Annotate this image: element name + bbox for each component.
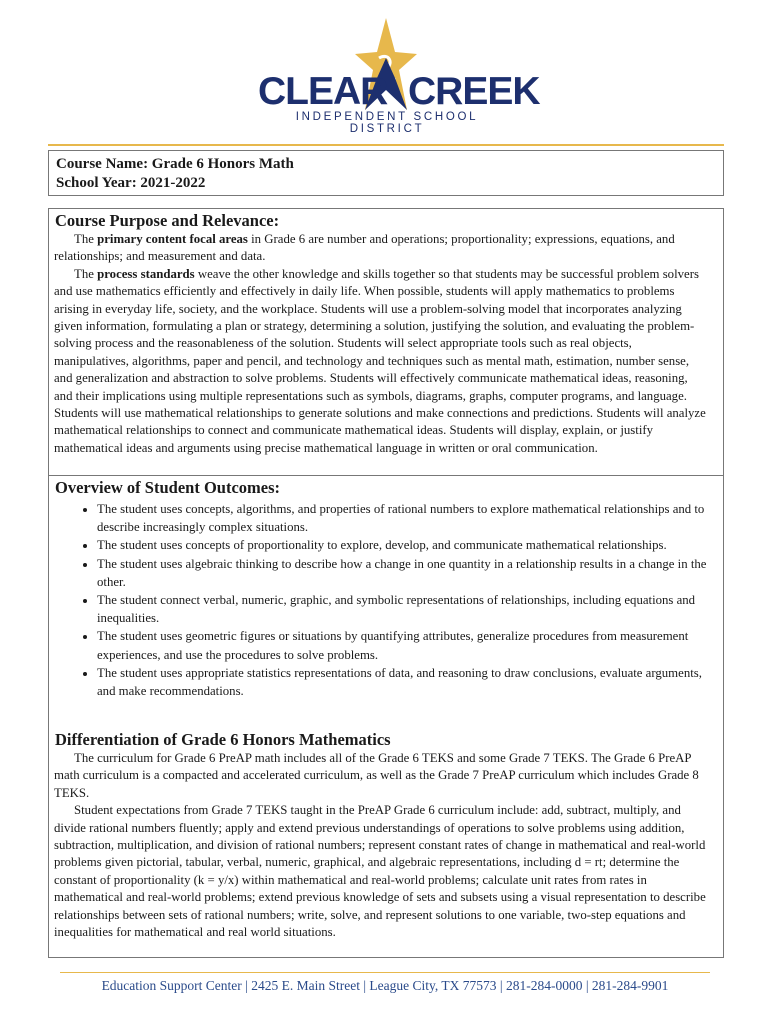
school-year: School Year: 2021-2022 (56, 175, 206, 191)
differentiation-paragraph-1: The curriculum for Grade 6 PreAP math includes all of the Grade 6 TEKS and some Grade 7 TEKS. The Grade 6 PreAP math curriculum is a compacted and accelerated curriculum, as well as the Grade 7 PreAP curriculum which includes Grade 8 TEKS. (54, 751, 699, 800)
course-name: Course Name: Grade 6 Honors Math (56, 156, 294, 172)
purpose-p1-pre: The (74, 232, 98, 246)
logo-word-creek: CREEK (408, 70, 540, 113)
purpose-title: Course Purpose and Relevance: (55, 211, 280, 230)
course-details-box (48, 208, 724, 958)
purpose-section (49, 209, 723, 457)
purpose-p1-post: in Grade 6 are number and operations; proportionality; expressions, equations, and relationships; and measurement and data. (54, 232, 675, 264)
list-item: • The student connect verbal, numeric, graphic, and symbolic representations of relationships, including equations and inequalities. (97, 591, 709, 627)
differentiation-section (49, 728, 723, 941)
list-item: • The student uses concepts, algorithms, and properties of rational numbers to explore mathematical relationships and to describe increasingly complex situations. (97, 500, 709, 536)
district-logo (250, 18, 540, 135)
course-info-box (48, 150, 724, 196)
list-item: • The student uses geometric figures or situations by quantifying attributes, generalize procedures from measurement experiences, and use the procedures to solve problems. (97, 627, 709, 663)
outcomes-section (49, 475, 723, 700)
list-item: • The student uses appropriate statistics representations of data, and reasoning to draw conclusions, evaluate arguments, and make recommendations. (97, 664, 709, 700)
logo-wordmark (250, 70, 540, 116)
purpose-p1-bold: primary content focal areas (97, 232, 248, 246)
footer-contact: Education Support Center | 2425 E. Main Street | League City, TX 77573 | 281-284-0000 | 281-284-9901 (101, 978, 669, 993)
outcomes-title: Overview of Student Outcomes: (55, 478, 281, 497)
purpose-p2-bold: process standards (97, 266, 195, 281)
differentiation-title: Differentiation of Grade 6 Honors Mathematics (55, 730, 391, 749)
footer-divider (60, 972, 710, 973)
purpose-paragraph-2 (54, 266, 709, 457)
list-item: • The student uses concepts of proportionality to explore, develop, and communicate mathematical relationships. (97, 536, 709, 554)
outcomes-list (49, 500, 709, 700)
purpose-p2-post: weave the other knowledge and skills together so that students may be successful problem solvers and use mathematics efficiently and effectively in daily life. When possible, students will apply mathematics to problems arising in everyday life, society, and the workplace. Students will use a problem-solving model that incorporates analyzing given information, formulating a plan or strategy, determining a solution, justifying the solution, and evaluating the problem-solving process and the reasonableness of the solution. Students will select appropriate tools such as real objects, manipulatives, algorithms, paper and pencil, and technology and techniques such as mental math, estimation, number sense, and generalization and abstraction to solve problems. Students will effectively communicate mathematical ideas, reasoning, and their implications using multiple representations such as symbols, diagrams, graphs, computer programs, and language. Students will use mathematical relationships to generate solutions and make connections and predictions. Students will analyze mathematical relationships to connect and communicate mathematical ideas. Students will display, explain, or justify mathematical ideas and arguments using precise mathematical language in written or oral communication. (54, 266, 706, 455)
differentiation-paragraph-2: Student expectations from Grade 7 TEKS taught in the PreAP Grade 6 curriculum include: add, subtract, multiply, and divide rational numbers fluently; apply and extend previous understandings of operations to solve problems using addition, subtraction, multiplication, and division of rational numbers; represent constant rates of change in mathematical and real-world problems given pictorial, tabular, verbal, numeric, graphical, and algebraic representations, including d = rt; determine the constant of proportionality (k = y/x) within mathematical and real-world problems; calculate unit rates from rates in mathematical and real-world problems; extend previous knowledge of sets and subsets using a visual representation to describe relationships between sets of rational numbers; write, solve, and represent solutions to one variable, two-step equations and inequalities for mathematical and real world situations. (54, 803, 706, 940)
logo-word-clear: CLEAR (258, 70, 388, 113)
purpose-p2-pre: The (74, 266, 98, 281)
purpose-paragraph-1 (54, 231, 709, 266)
header-divider (48, 144, 724, 146)
list-item: • The student uses algebraic thinking to describe how a change in one quantity in a relationship results in a change in the other. (97, 555, 709, 591)
logo-subtitle: INDEPENDENT SCHOOL DISTRICT (295, 111, 479, 135)
